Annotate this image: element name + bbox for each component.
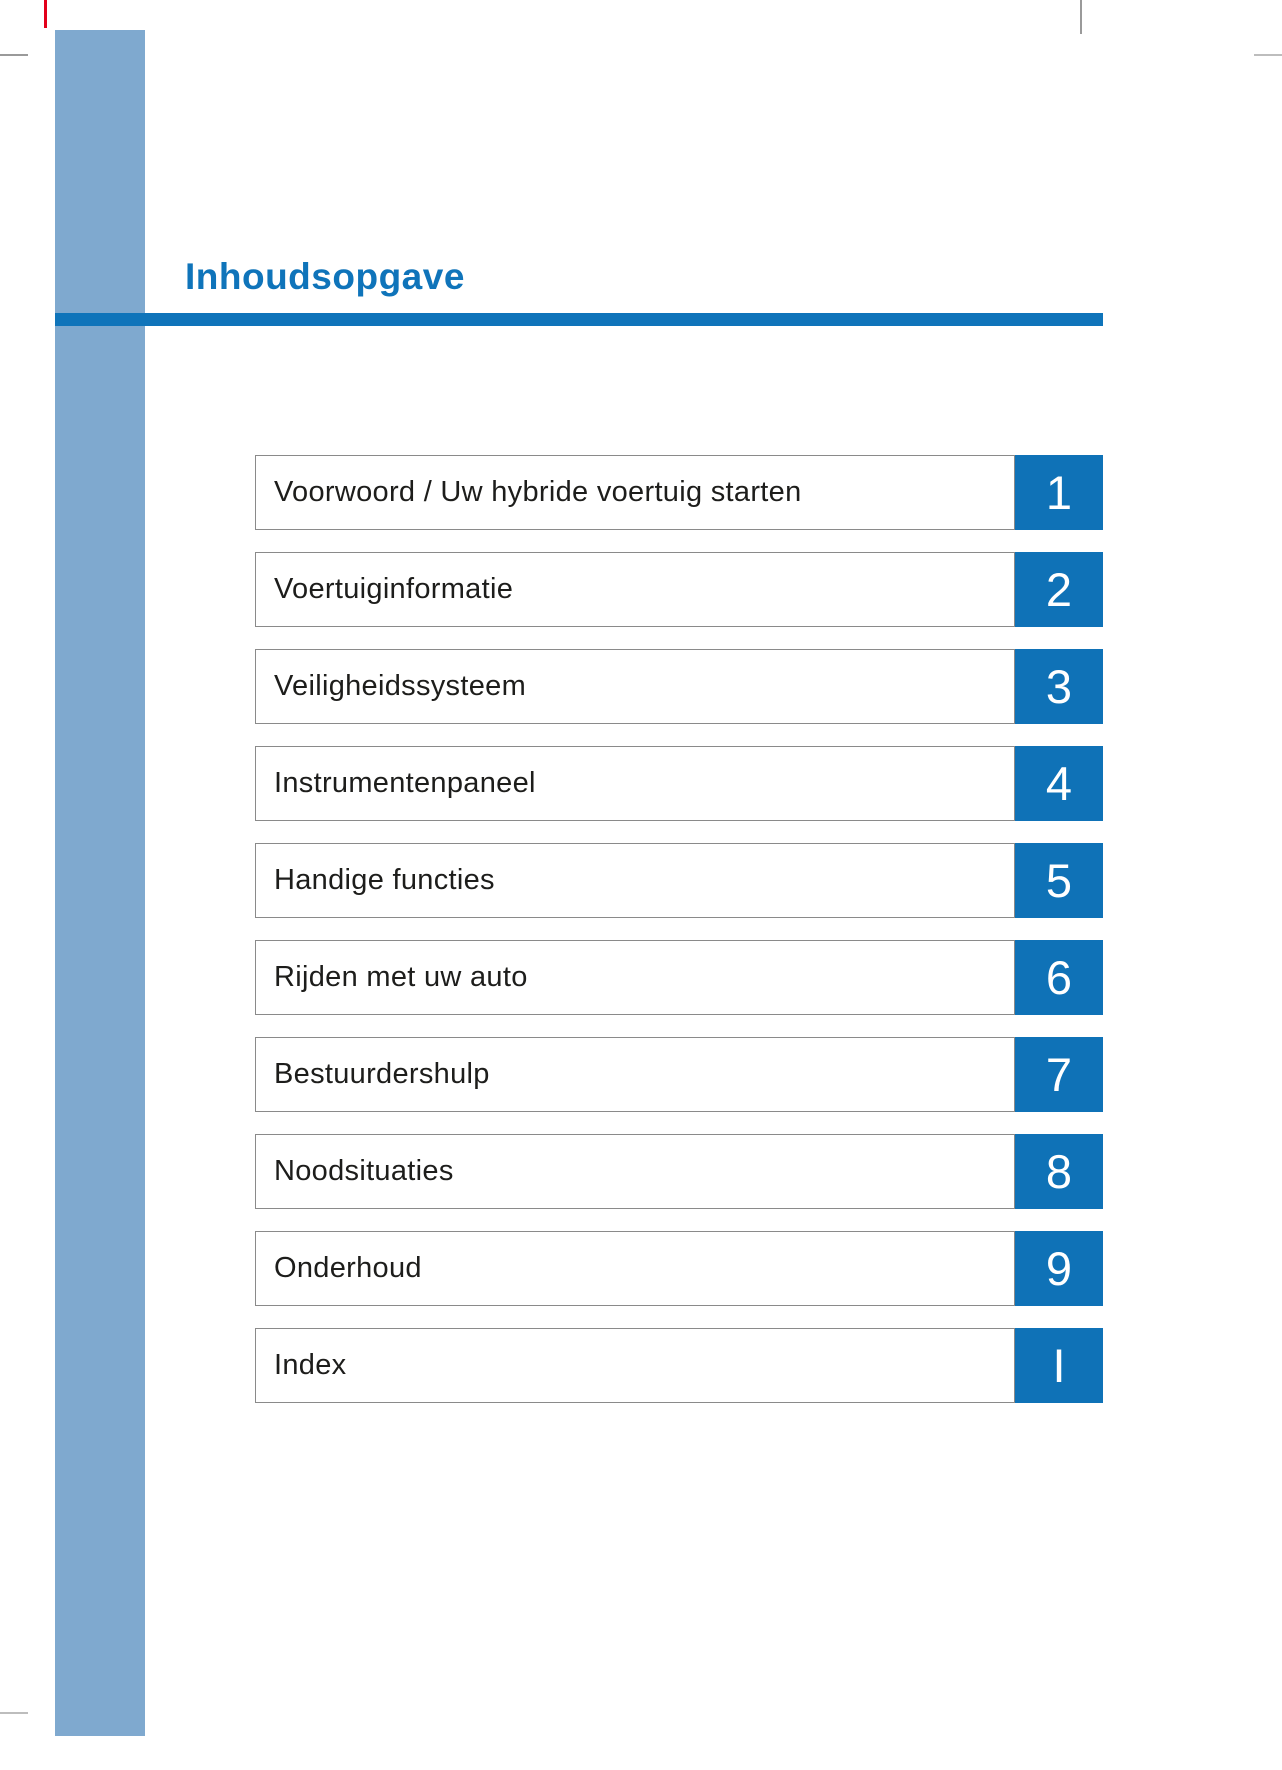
crop-mark-gray-top-right [1080,0,1082,34]
toc-chapter-title: Handige functies [255,843,1015,918]
table-of-contents [255,455,1103,1425]
toc-row [255,746,1103,821]
crop-mark-gray-bottom-left [0,1712,28,1714]
crop-mark-gray-right [1254,54,1282,56]
toc-chapter-title: Rijden met uw auto [255,940,1015,1015]
toc-chapter-number: I [1015,1328,1103,1403]
left-accent-bar [55,30,145,1736]
toc-row [255,649,1103,724]
crop-mark-red-vertical [44,0,47,28]
toc-row [255,455,1103,530]
toc-chapter-number: 5 [1015,843,1103,918]
toc-chapter-title: Index [255,1328,1015,1403]
toc-chapter-title: Noodsituaties [255,1134,1015,1209]
toc-chapter-number: 7 [1015,1037,1103,1112]
toc-chapter-number: 2 [1015,552,1103,627]
toc-chapter-number: 1 [1015,455,1103,530]
toc-chapter-title: Voertuiginformatie [255,552,1015,627]
toc-row [255,1037,1103,1112]
page-title: Inhoudsopgave [185,256,465,297]
toc-row [255,1231,1103,1306]
toc-chapter-title: Veiligheidssysteem [255,649,1015,724]
toc-chapter-number: 3 [1015,649,1103,724]
toc-chapter-title: Instrumentenpaneel [255,746,1015,821]
toc-row [255,940,1103,1015]
toc-chapter-number: 8 [1015,1134,1103,1209]
toc-chapter-title: Bestuurdershulp [255,1037,1015,1112]
toc-chapter-title: Onderhoud [255,1231,1015,1306]
toc-row [255,552,1103,627]
crop-mark-gray-left [0,54,28,56]
toc-chapter-number: 6 [1015,940,1103,1015]
toc-row [255,1134,1103,1209]
toc-chapter-title: Voorwoord / Uw hybride voertuig starten [255,455,1015,530]
toc-chapter-number: 4 [1015,746,1103,821]
title-underline-bar [55,313,1103,326]
toc-row [255,843,1103,918]
toc-row [255,1328,1103,1403]
toc-chapter-number: 9 [1015,1231,1103,1306]
